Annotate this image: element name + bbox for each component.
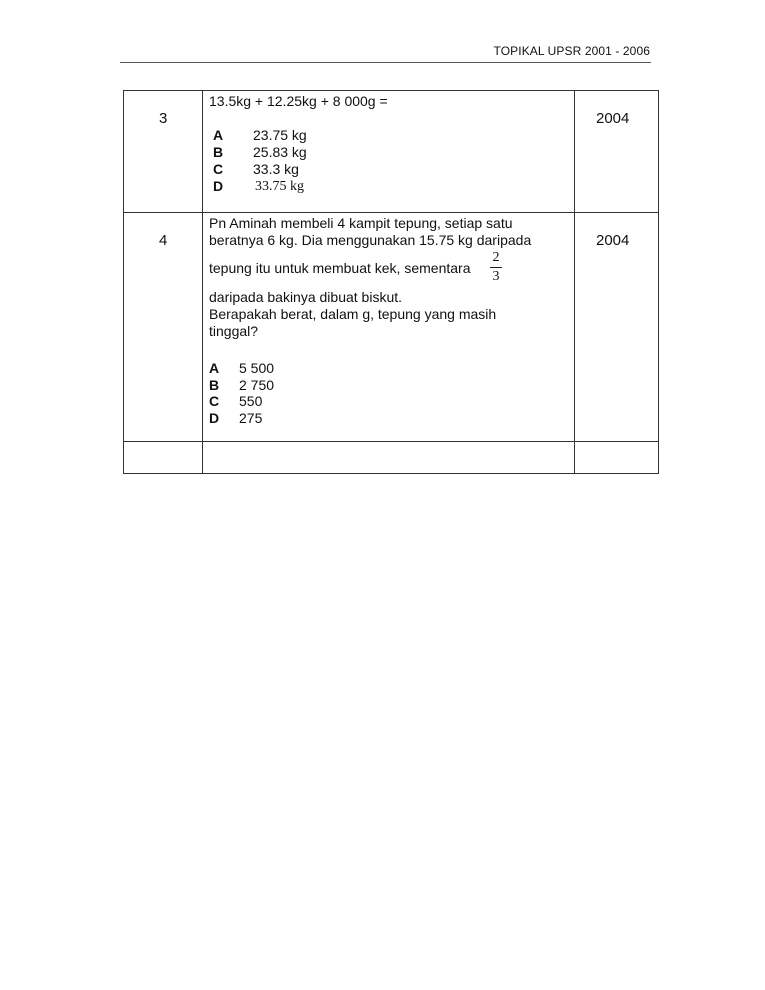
- row-divider: [124, 212, 658, 213]
- question-number: 4: [159, 232, 168, 249]
- page-header: TOPIKAL UPSR 2001 - 2006: [493, 44, 650, 58]
- option-text: 550: [239, 393, 263, 409]
- row-divider: [124, 441, 658, 442]
- question-stem-line: tinggal?: [209, 323, 259, 339]
- question-year: 2004: [596, 110, 630, 127]
- option-text: 23.75 kg: [253, 127, 307, 143]
- option-label: B: [209, 377, 220, 393]
- fraction: [490, 250, 502, 285]
- option-text: 275: [239, 410, 263, 426]
- option-label: C: [209, 393, 220, 409]
- questions-table: [123, 90, 659, 474]
- question-stem-line: tepung itu untuk membuat kek, sementara: [209, 260, 471, 276]
- column-divider: [574, 91, 575, 473]
- column-divider: [202, 91, 203, 473]
- fraction-numerator: 2: [492, 250, 500, 265]
- question-stem: 13.5kg + 12.25kg + 8 000g =: [209, 93, 388, 109]
- option-label: B: [213, 144, 224, 160]
- question-number: 3: [159, 110, 168, 127]
- option-text: 2 750: [239, 377, 275, 393]
- question-stem-line: Berapakah berat, dalam g, tepung yang masih: [209, 306, 497, 322]
- option-text: 33.3 kg: [253, 161, 299, 177]
- fraction-denominator: 3: [492, 269, 500, 284]
- option-label: D: [213, 178, 224, 194]
- option-label: A: [213, 127, 224, 143]
- option-text: 25.83 kg: [253, 144, 307, 160]
- option-label: D: [209, 410, 220, 426]
- option-text: 5 500: [239, 360, 275, 376]
- question-year: 2004: [596, 232, 630, 249]
- question-stem-line: Pn Aminah membeli 4 kampit tepung, setiap satu: [209, 215, 513, 231]
- option-label: C: [213, 161, 224, 177]
- question-stem-line: daripada bakinya dibuat biskut.: [209, 289, 403, 305]
- option-text: 33.75 kg: [255, 179, 304, 194]
- header-rule: [120, 62, 651, 63]
- fraction-bar: [490, 267, 502, 268]
- option-label: A: [209, 360, 220, 376]
- question-stem-line: beratnya 6 kg. Dia menggunakan 15.75 kg daripada: [209, 232, 532, 248]
